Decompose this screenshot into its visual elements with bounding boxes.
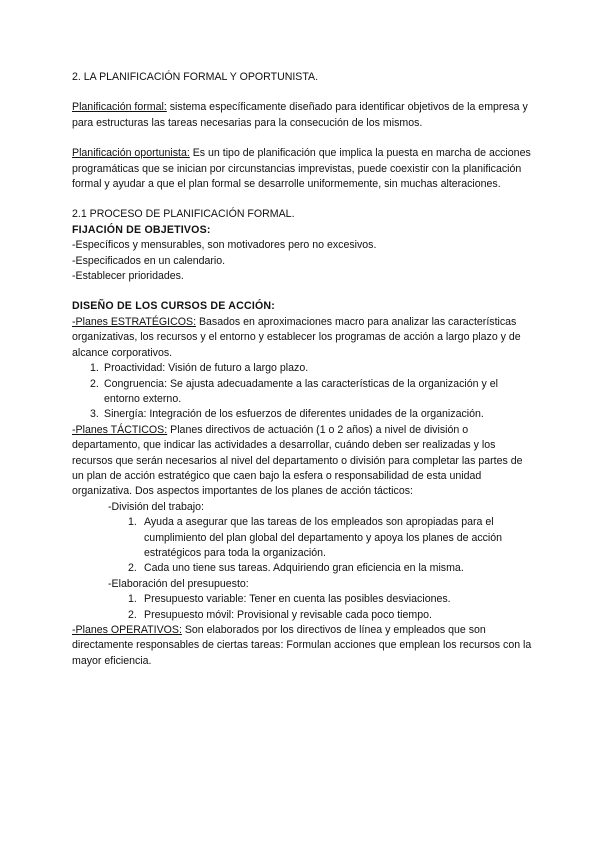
list-item [72, 592, 532, 607]
list-item [72, 608, 532, 623]
strategic-list [72, 361, 532, 423]
list-item [72, 515, 532, 561]
objective-item: -Específicos y mensurables, son motivadores pero no excesivos. [72, 239, 377, 252]
list-text: Cada uno tiene sus tareas. Adquiriendo gran eficiencia en la misma. [144, 562, 464, 575]
list-text: Ayuda a asegurar que las tareas de los empleados son apropiadas para el cumplimiento del plan global del departamento y apoya los planes de acción estratégicos para toda la organización. [144, 516, 503, 559]
strategic-text: Basados en aproximaciones macro para analizar las características organizativas, los recursos y el entorno y establecer los programas de acción a largo plazo y de alcance corporativos. [72, 315, 521, 359]
list-text: Congruencia: Se ajusta adecuadamente a las características de la organización y el entorno externo. [104, 377, 498, 405]
list-number: 3. [90, 408, 99, 421]
tactical-label: -Planes TÁCTICOS: [72, 423, 168, 436]
list-number: 1. [128, 593, 137, 606]
subsection-title: 2.1 PROCESO DE PLANIFICACIÓN FORMAL. [72, 208, 295, 221]
list-text: Sinergía: Integración de los esfuerzos de diferentes unidades de la organización. [104, 408, 484, 421]
list-text: Presupuesto variable: Tener en cuenta las posibles desviaciones. [144, 593, 451, 606]
formal-definition [72, 100, 532, 131]
budget-label: -Elaboración del presupuesto: [108, 577, 249, 590]
list-number: 1. [90, 362, 99, 375]
formal-label: Planificación formal: [72, 101, 167, 114]
list-number: 1. [128, 516, 137, 529]
list-text: Proactividad: Visión de futuro a largo plazo. [104, 362, 309, 375]
action-design-title: DISEÑO DE LOS CURSOS DE ACCIÓN: [72, 300, 275, 313]
oportunista-text: Es un tipo de planificación que implica la puesta en marcha de acciones programáticas que se inician por circunstancias imprevistas, puede coexistir con la planificación formal y ayudar a que el plan formal se desarrolle uniformemente, sin muchas alteraciones. [72, 147, 531, 191]
document-page [72, 70, 532, 669]
list-text: Presupuesto móvil: Provisional y revisable cada poco tiempo. [144, 608, 432, 621]
strategic-label: -Planes ESTRATÉGICOS: [72, 315, 197, 328]
tactical-plans [72, 423, 532, 500]
operative-label: -Planes OPERATIVOS: [72, 624, 182, 636]
division-label: -División del trabajo: [108, 500, 204, 513]
list-item [72, 377, 532, 408]
strategic-plans [72, 315, 532, 361]
operative-text: Son elaborados por los directivos de línea y empleados que son directamente responsables de ciertas tareas: Formulan acciones que emplean los recursos con la mayor eficiencia. [72, 624, 532, 667]
list-item [72, 361, 532, 376]
budget-list [72, 592, 532, 623]
formal-text: sistema específicamente diseñado para identificar objetivos de la empresa y para estructuras las tareas necesarias para la consecución de los mismos. [72, 101, 528, 129]
operative-plans [72, 623, 532, 669]
section-heading: 2. LA PLANIFICACIÓN FORMAL Y OPORTUNISTA. [72, 71, 319, 83]
list-item [72, 407, 532, 422]
objective-item: -Establecer prioridades. [72, 270, 184, 283]
objectives-title: FIJACIÓN DE OBJETIVOS: [72, 223, 211, 236]
oportunista-label: Planificación oportunista: [72, 147, 190, 160]
objective-item: -Especificados en un calendario. [72, 254, 226, 267]
list-number: 2. [128, 562, 137, 575]
list-item [72, 561, 532, 576]
list-number: 2. [128, 608, 137, 621]
tactical-text: Planes directivos de actuación (1 o 2 años) a nivel de división o departamento, que indicar las actividades a desarrollar, cuándo deben ser realizadas y los recursos que serán necesarios al nivel del departamento o división para completar las partes de un plan de acción estratégico que caen bajo la esfera o responsabilidad de esta unidad organizativa. Dos aspectos importantes de los planes de acción tácticos: [72, 423, 523, 498]
oportunista-definition [72, 146, 532, 192]
division-list [72, 515, 532, 577]
list-number: 2. [90, 377, 99, 390]
